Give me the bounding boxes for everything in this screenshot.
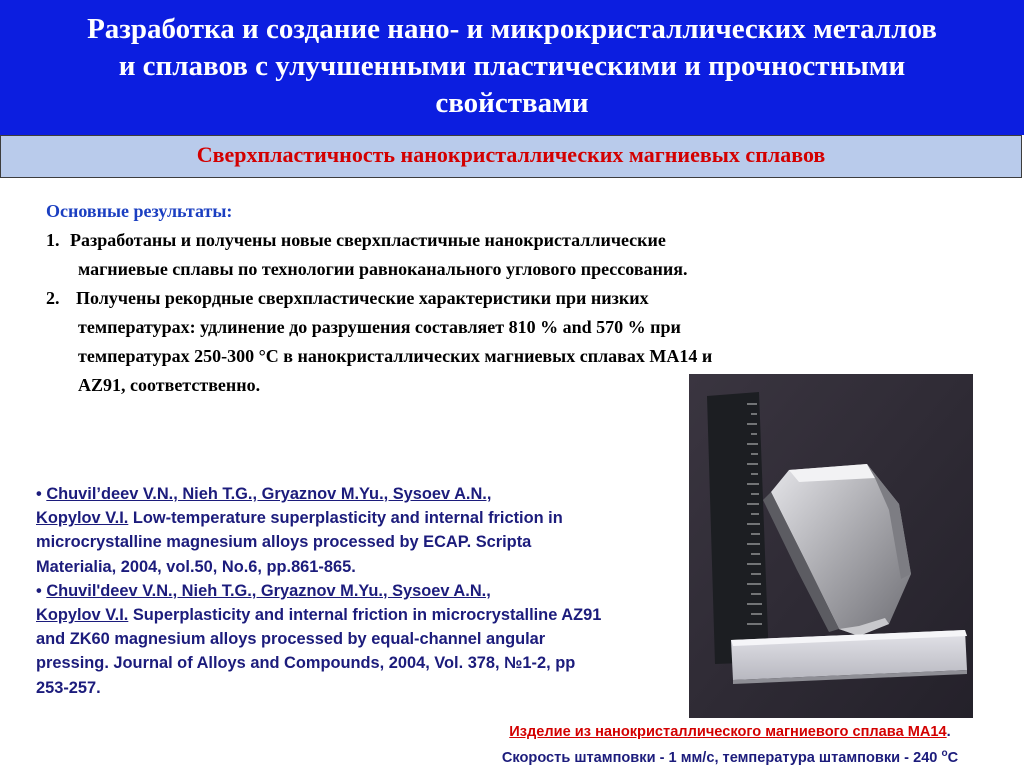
caption-title: Изделие из нанокристаллического магниевого сплава МА14 bbox=[509, 724, 947, 740]
caption-parameters: Скорость штамповки - 1 мм/с, температура штамповки - 240 bbox=[501, 749, 942, 766]
product-photo-illustration bbox=[689, 374, 973, 718]
page-title bbox=[10, 11, 1014, 122]
result-number: 1. bbox=[46, 230, 60, 250]
caption-period: . bbox=[946, 724, 951, 740]
photo-caption bbox=[440, 722, 1020, 769]
page-title-line-3: свойствами bbox=[435, 87, 589, 119]
references-list bbox=[36, 482, 608, 700]
result-text-line: AZ91, соответственно. bbox=[78, 375, 261, 395]
reference-text: Low-temperature superplasticity and internal friction in microcrystalline magnesium alloys processed by ECAP. Scripta Materialia, 2004, vol.50, No.6, pp.861-865. bbox=[36, 509, 563, 576]
results-heading: Основные результаты: bbox=[46, 201, 233, 221]
caption-unit: С bbox=[947, 749, 959, 766]
product-photo bbox=[689, 374, 973, 718]
reference-authors-line[interactable]: Kopylov V.I. bbox=[36, 606, 129, 625]
result-text-line: Разработаны и получены новые сверхпластичные нанокристаллические bbox=[70, 230, 666, 250]
bullet-icon: • bbox=[36, 581, 42, 600]
bullet-icon: • bbox=[36, 485, 42, 503]
result-number: 2. bbox=[46, 288, 60, 308]
results-section bbox=[46, 197, 926, 400]
result-text-line: магниевые сплавы по технологии равноканального углового прессования. bbox=[78, 259, 688, 279]
reference-item-2 bbox=[36, 579, 608, 700]
caption-line-2 bbox=[440, 743, 1020, 769]
reference-text: Superplasticity and internal friction in microcrystalline AZ91 and ZK60 magnesium alloys processed by equal-channel angular pressing. Journal of Alloys and Compounds, 2004, Vol. 378, №1-2, pp 253-257. bbox=[36, 606, 602, 697]
title-banner bbox=[0, 0, 1024, 135]
page-title-line-1: Разработка и создание нано- и микрокристаллических металлов bbox=[87, 13, 937, 45]
reference-authors-line[interactable]: Chuvil’deev V.N., Nieh T.G., Gryaznov M.Yu., Sysoev A.N., bbox=[46, 485, 492, 503]
reference-authors-line[interactable]: Kopylov V.I. bbox=[36, 509, 129, 528]
caption-line-1 bbox=[440, 722, 1020, 743]
result-text-line: температурах: удлинение до разрушения составляет 810 % and 570 % при bbox=[78, 317, 681, 337]
result-item-1 bbox=[46, 226, 926, 255]
page-title-line-2: и сплавов с улучшенными пластическими и прочностными bbox=[118, 50, 906, 82]
reference-item-1 bbox=[36, 482, 608, 579]
subheader-bar bbox=[0, 135, 1022, 178]
result-item-2 bbox=[46, 284, 926, 313]
result-text-line: Получены рекордные сверхпластические характеристики при низких bbox=[76, 288, 649, 308]
degree-sup: o bbox=[941, 748, 948, 759]
reference-authors-line[interactable]: Chuvil'deev V.N., Nieh T.G., Gryaznov M.Yu., Sysoev A.N., bbox=[46, 581, 491, 600]
result-text-line: температурах 250-300 °С в нанокристаллических магниевых сплавах МА14 и bbox=[78, 346, 713, 366]
ruler-icon bbox=[707, 392, 769, 664]
subheader-title: Сверхпластичность нанокристаллических магниевых сплавов bbox=[196, 142, 826, 167]
